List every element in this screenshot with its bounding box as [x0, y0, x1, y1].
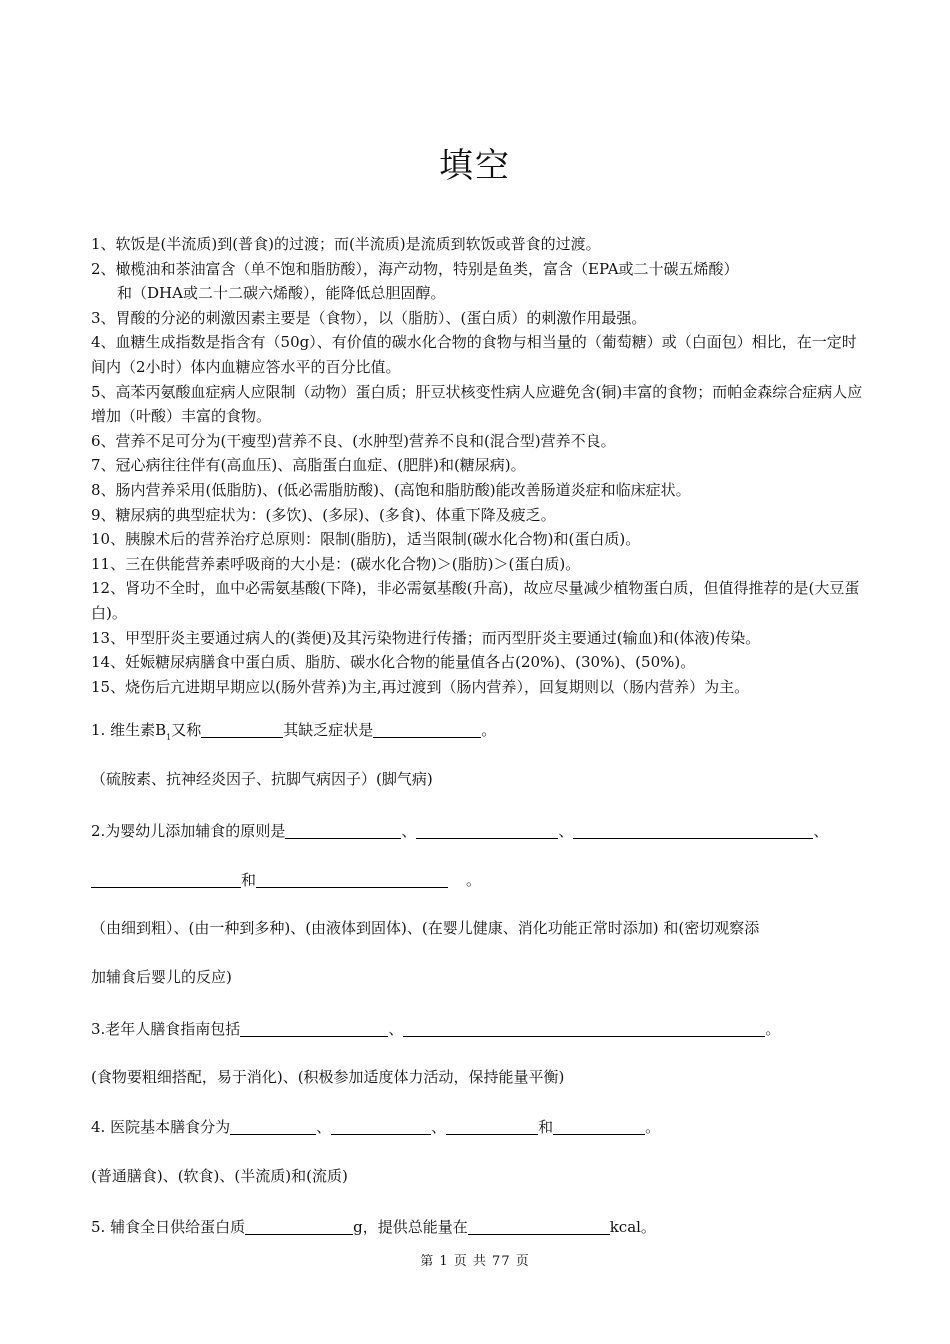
list-item: 2、橄榄油和茶油富含（单不饱和脂肪酸），海产动物，特别是鱼类，富含（EPA或二十碳五烯酸）	[91, 259, 739, 278]
list-item: 和（DHA或二十二碳六烯酸），能降低总胆固醇。	[117, 284, 446, 303]
question-4	[91, 1116, 660, 1137]
question-2-prefix: 2.为婴幼儿添加辅食的原则是	[91, 822, 286, 840]
list-item: 10、胰腺术后的营养治疗总原则：限制(脂肪)，适当限制(碳水化合物)和(蛋白质)。	[91, 530, 641, 549]
question-2-end: 。	[466, 871, 482, 889]
answer-1: （硫胺素、抗神经炎因子、抗脚气病因子）(脚气病)	[91, 770, 433, 788]
fill-in-list	[91, 232, 871, 699]
question-5-unit-g: g，提供总能量在	[353, 1218, 468, 1236]
answer-blank[interactable]	[201, 723, 283, 738]
question-3	[91, 1018, 780, 1039]
separator: 、	[431, 1118, 447, 1136]
question-1-mid: 又称	[171, 721, 202, 739]
question-1-end: 。	[481, 721, 497, 739]
answer-3: (食物要粗细搭配，易于消化)、(积极参加适度体力活动，保持能量平衡)	[91, 1068, 565, 1086]
answer-blank[interactable]	[240, 1022, 388, 1037]
list-item: 3、胃酸的分泌的刺激因素主要是（食物），以（脂肪）、(蛋白质）的刺激作用最强。	[91, 308, 647, 327]
answer-blank[interactable]	[245, 1220, 353, 1235]
answer-blank[interactable]	[285, 824, 401, 839]
separator: 、	[316, 1118, 332, 1136]
question-3-prefix: 3.老年人膳食指南包括	[91, 1020, 241, 1038]
question-1-mid2: 其缺乏症状是	[283, 721, 374, 739]
question-4-end: 。	[645, 1118, 661, 1136]
list-item: 13、甲型肝炎主要通过病人的(粪便)及其污染物进行传播；而丙型肝炎主要通过(输血)和(体液)传染。	[91, 628, 761, 647]
question-1-subscript: 1	[166, 733, 172, 742]
answer-blank[interactable]	[230, 1120, 316, 1135]
answer-blank[interactable]	[256, 873, 448, 888]
list-item: 5、高苯丙氨酸血症病人应限制（动物）蛋白质；肝豆状核变性病人应避免含(铜)丰富的食物；而帕金森综合症病人应增加（叶酸）丰富的食物。	[91, 382, 863, 426]
question-5	[91, 1216, 656, 1237]
separator: 、	[813, 822, 829, 840]
question-5-unit-kcal: kcal。	[609, 1218, 656, 1236]
question-2	[91, 820, 828, 841]
question-4-prefix: 4. 医院基本膳食分为	[91, 1118, 231, 1136]
answer-blank[interactable]	[331, 1120, 431, 1135]
list-item: 14、妊娠糖尿病膳食中蛋白质、脂肪、碳水化合物的能量值各占(20%)、(30%)、(50%)。	[91, 653, 696, 672]
answer-2-line-2: 加辅食后婴儿的反应)	[91, 968, 232, 986]
question-5-prefix: 5. 辅食全日供给蛋白质	[91, 1218, 246, 1236]
separator: 、	[558, 822, 574, 840]
answer-blank[interactable]	[446, 1120, 538, 1135]
answer-blank[interactable]	[373, 723, 481, 738]
list-item: 7、冠心病往往伴有(高血压)、高脂蛋白血症、(肥胖)和(糖尿病)。	[91, 456, 526, 475]
answer-blank[interactable]	[416, 824, 558, 839]
question-3-end: 。	[765, 1020, 781, 1038]
list-item: 6、营养不足可分为(干瘦型)营养不良、(水肿型)营养不良和(混合型)营养不良。	[91, 431, 616, 450]
question-2-continued	[91, 869, 481, 890]
answer-blank[interactable]	[573, 824, 813, 839]
and-word: 和	[241, 871, 257, 889]
list-item: 9、糖尿病的典型症状为：(多饮)、(多尿)、(多食)、体重下降及疲乏。	[91, 505, 556, 524]
separator: 、	[388, 1020, 404, 1038]
question-1	[91, 719, 496, 742]
answer-blank[interactable]	[91, 873, 241, 888]
list-item: 8、肠内营养采用(低脂肪)、(低必需脂肪酸)、(高饱和脂肪酸)能改善肠道炎症和临床症状。	[91, 480, 691, 499]
list-item: 11、三在供能营养素呼吸商的大小是：(碳水化合物)＞(脂肪)＞(蛋白质)。	[91, 554, 581, 573]
list-item: 4、血糖生成指数是指含有（50g）、有价值的碳水化合物的食物与相当量的（葡萄糖）或（白面包）相比，在一定时间内（2小时）体内血糖应答水平的百分比值。	[91, 333, 857, 376]
answer-2-line-1: （由细到粗）、(由一种到多种)、(由液体到固体)、(在婴儿健康、消化功能正常时添加) 和(密切观察添	[91, 919, 760, 937]
page-footer: 第 1 页 共 77 页	[420, 1254, 530, 1269]
and-word: 和	[538, 1118, 554, 1136]
list-item: 12、肾功不全时，血中必需氨基酸(下降)，非必需氨基酸(升高)，故应尽量减少植物蛋白质，但值得推荐的是(大豆蛋白)。	[91, 579, 860, 622]
list-item: 1、软饭是(半流质)到(普食)的过渡；而(半流质)是流质到软饭或普食的过渡。	[91, 235, 601, 253]
answer-4: (普通膳食)、(软食)、(半流质)和(流质)	[91, 1167, 348, 1185]
answer-blank[interactable]	[553, 1120, 645, 1135]
separator: 、	[401, 822, 417, 840]
list-item: 15、烧伤后亢进期早期应以(肠外营养)为主,再过渡到（肠内营养），回复期则以（肠内营养）为主。	[91, 677, 750, 696]
answer-blank[interactable]	[468, 1220, 610, 1235]
answer-blank[interactable]	[403, 1022, 765, 1037]
page-title: 填空	[439, 146, 511, 186]
question-1-prefix: 1. 维生素B	[91, 721, 167, 739]
